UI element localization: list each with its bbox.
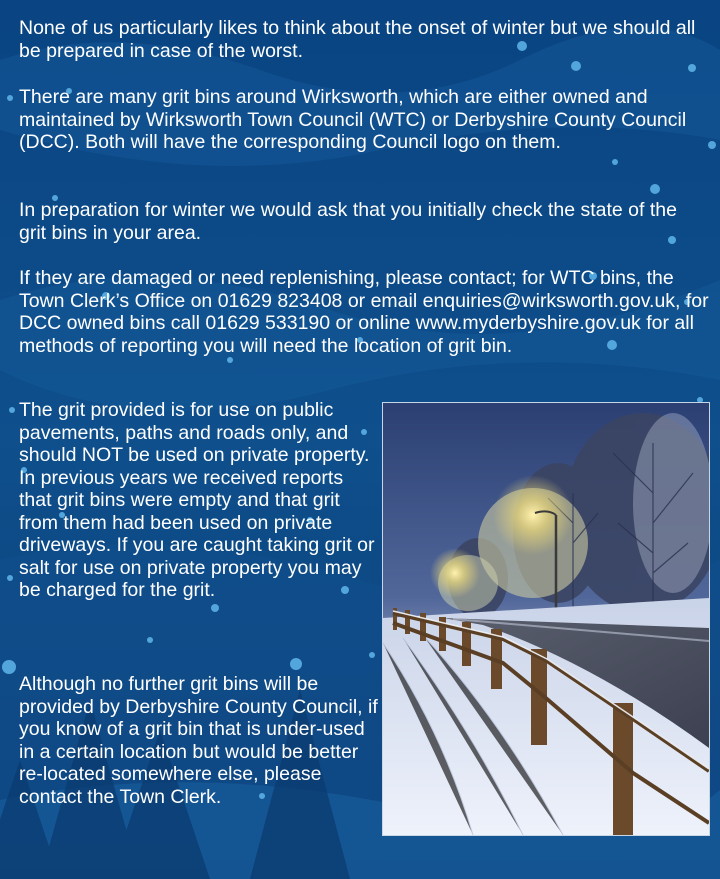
snowy-street-photo bbox=[382, 402, 710, 836]
intro-paragraph: None of us particularly likes to think about the onset of winter but we should all be prepared in case of the worst. bbox=[19, 17, 696, 62]
grit-bins-paragraph: There are many grit bins around Wirksworth, which are either owned and maintained by Wirksworth Town Council (WTC) or Derbyshire County Council (DCC). Both will have the corresponding Council logo on them. bbox=[19, 86, 687, 153]
contact-paragraph: If they are damaged or need replenishing, please contact; for WTC bins, the Town Clerk’s Office on 01629 823408 or email enquiries@wirksworth.gov.uk, for DCC owned bins call 01629 533190 or online www.myderbyshire.gov.uk for all methods of reporting you will need the location of grit bin. bbox=[19, 267, 709, 357]
check-bins-paragraph: In preparation for winter we would ask that you initially check the state of the grit bins in your area. bbox=[19, 199, 677, 244]
relocate-paragraph: Although no further grit bins will be provided by Derbyshire County Council, if you know of a grit bin that is under-used in a certain location but would be better re-located somewhere else, please contact the Town Clerk. bbox=[19, 673, 378, 808]
grit-usage-paragraph: The grit provided is for use on public pavements, paths and roads only, and should NOT be used on private property. In previous years we received reports that grit bins were empty and that grit from them had been used on private driveways. If you are caught taking grit or salt for use on private property you may be charged for the grit. bbox=[19, 399, 375, 601]
